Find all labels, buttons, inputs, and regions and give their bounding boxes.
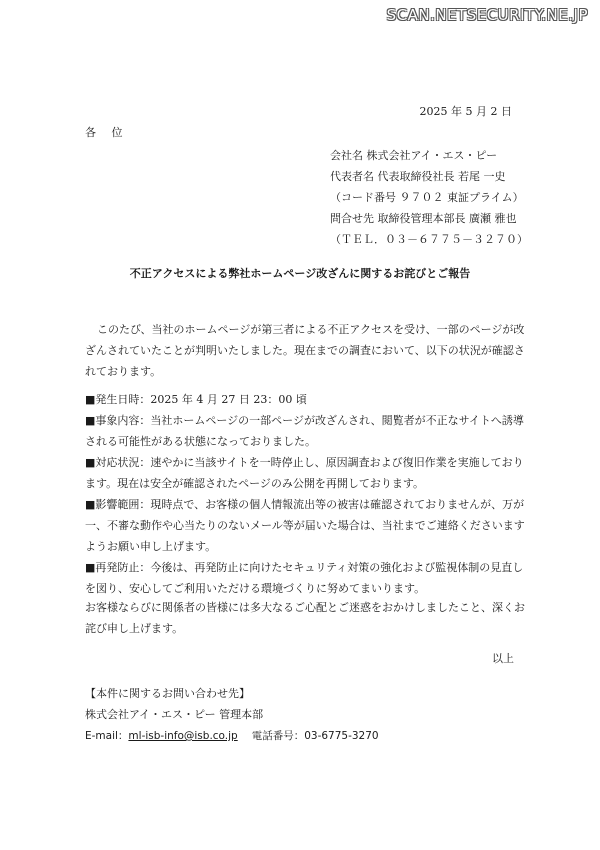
intro-paragraph: このたび、当社のホームページが第三者による不正アクセスを受け、一部のページが改ざんされていたことが判明いたしました。現在までの調査において、以下の状況が確認されております。 xyxy=(85,323,525,378)
phone-number: 電話番号：03-6775-3270 xyxy=(251,730,379,742)
watermark: SCAN.NETSECURITY.NE.JP xyxy=(386,6,588,24)
document-date: 2025 年 5 月 2 日 xyxy=(419,105,512,118)
item-response: ■対応状況：速やかに当該サイトを一時停止し、原因調査および復旧作業を実施しております。現在は安全が確認されたページのみ公開を再開しております。 xyxy=(85,456,524,490)
contact-heading: 【本件に関するお問い合わせ先】 xyxy=(85,687,250,700)
document-title: 不正アクセスによる弊社ホームページ改ざんに関するお詫びとご報告 xyxy=(129,267,471,280)
item-impact: ■影響範囲：現時点で、お客様の個人情報流出等の被害は確認されておりませんが、万が一、不審な動作や心当たりのないメール等が届いた場合は、当社までご連絡くださいますようお願い申し上げます。 xyxy=(85,498,525,553)
item-event: ■事象内容：当社ホームページの一部ページが改ざんされ、閲覧者が不正なサイトへ誘導される可能性がある状態になっておりました。 xyxy=(85,414,524,448)
email-label: E-mail： xyxy=(85,730,129,742)
addressee: 各 位 xyxy=(85,126,129,139)
incident-details xyxy=(85,389,525,599)
sender-representative: 代表者名 代表取締役社長 若尾 一史 xyxy=(330,170,506,183)
contact-line xyxy=(85,725,379,747)
contact-block xyxy=(85,683,379,747)
sender-block xyxy=(330,145,528,250)
closing-paragraph: お客様ならびに関係者の皆様には多大なるご心配とご迷惑をおかけしましたこと、深くお詫び申し上げます。 xyxy=(85,601,525,635)
sender-inquiry: 問合せ先 取締役管理本部長 廣瀬 雅也 xyxy=(330,212,517,225)
sender-code: （コード番号 ９７０２ 東証プライム） xyxy=(330,191,524,204)
sender-tel: （ＴＥＬ．０３－６７７５－３２７０） xyxy=(330,233,528,246)
contact-department: 株式会社アイ・エス・ピー 管理本部 xyxy=(85,708,264,721)
closing-mark: 以上 xyxy=(492,652,514,665)
sender-company: 会社名 株式会社アイ・エス・ピー xyxy=(330,149,498,162)
item-prevention: ■再発防止：今後は、再発防止に向けたセキュリティ対策の強化および監視体制の見直しを図り、安心してご利用いただける環境づくりに努めてまいります。 xyxy=(85,561,524,595)
item-occurrence: ■発生日時：2025 年 4 月 27 日 23：00 頃 xyxy=(85,393,307,406)
email-link[interactable]: ml-isb-info@isb.co.jp xyxy=(128,730,238,742)
